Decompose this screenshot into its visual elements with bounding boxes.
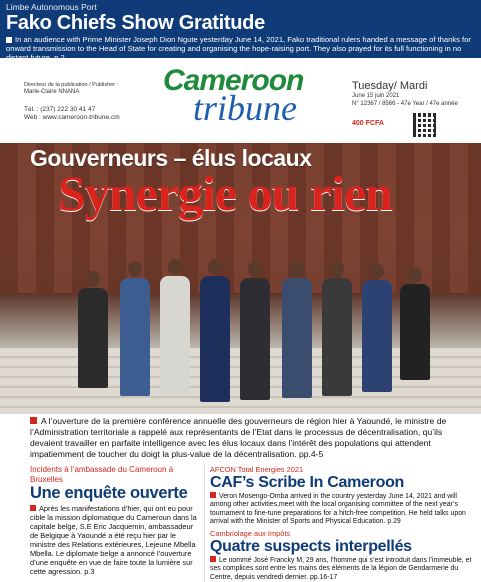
newspaper-logo[interactable] xyxy=(163,66,313,136)
banner-headline[interactable]: Fako Chiefs Show Gratitude xyxy=(6,12,265,34)
right-story-1-text: Veron Mosengo-Omba arrived in the country yesterday June 14, 2021 and will among other activities,meet with the local organising committee of the next year’s tournament to fine-tune preparations for a hitch-free competition. He held talks upon arrival with the Minister of Sports and Physical Education. p.29 xyxy=(210,493,466,525)
right-story-2-headline[interactable]: Quatre suspects interpellés xyxy=(210,538,412,556)
masthead xyxy=(0,58,481,143)
cover-caption xyxy=(30,416,470,460)
left-story-body xyxy=(30,504,198,576)
photo-person xyxy=(282,261,312,398)
phone-text: Tél. : (237) 222 30 41 47 xyxy=(24,106,96,113)
website-link[interactable]: Web : www.cameroon-tribune.cm xyxy=(24,114,120,121)
masthead-right-info xyxy=(352,80,472,128)
right-story-2-text: Le nommé José Francky M, 29 ans, l’homme qui s’est introduit dans l’immeuble, et ses complices sont entre les mains des éléments de la légion de Gendarmerie du Centre, depuis vendredi dernier. pp.16-17 xyxy=(210,557,472,581)
right-stories xyxy=(204,465,472,582)
top-banner xyxy=(0,0,481,58)
photo-person xyxy=(240,261,270,400)
photo-person xyxy=(322,261,352,396)
cover-photo xyxy=(0,143,481,414)
right-story-2-kicker: Cambriolage aux Impôts xyxy=(210,529,291,539)
photo-person xyxy=(120,261,150,396)
right-story-1-kicker: AFCON Total Energies 2021 xyxy=(210,465,304,474)
photo-person xyxy=(200,259,230,402)
cover-title-small[interactable]: Gouverneurs – élus locaux xyxy=(30,145,312,171)
left-story-text: Après les manifestations d’hier, qui ont eu pour cible la mission diplomatique du Cameroun dans la capitale belge, S.E Eric Jacquemin, ambassadeur de Belgique à Yaoundé a été reçu hier par le ministre des Relations extérieures, Lejeune Mbella Mbella. Le diplomate belge a annoncé l’ouverture d’une enquête en vue de faire toute la lumière sur cette agression. p.3 xyxy=(30,504,197,576)
issue-number: N° 12367 / 8566 - 47e Year / 47e année xyxy=(352,101,458,107)
masthead-left-info xyxy=(24,82,144,122)
issue-date: June 15 juin 2021 xyxy=(352,93,400,99)
cover-caption-text: A l’ouverture de la première conférence annuelle des gouverneurs de région hier à Yaoundé, le ministre de l’Administration territoriale a rappelé aux représentants de l’Etat dans le processus de décentralisation, qu’ils devaient travailler en parfaite intelligence avec les élus locaux dans l’intérêt des populations qui attendent impatiemment de toucher du doigt la plus-value de la décentralisation. pp.4-5 xyxy=(30,416,447,459)
bullet-square-icon xyxy=(210,556,216,562)
photo-person xyxy=(78,271,108,388)
issue-day: Tuesday/ Mardi xyxy=(352,80,428,92)
left-story-headline[interactable]: Une enquête ouverte xyxy=(30,484,188,502)
logo-cameroon: Cameroon xyxy=(163,64,304,97)
qr-code-icon[interactable] xyxy=(413,113,437,137)
banner-text-content: In an audience with Prime Minister Joseph Dion Ngute yesterday June 14, 2021, Fako traditional rulers handed a message of thanks for onward transmission to the Head of State for creating and organising the hope-raising port. They also prayed for its full functioning in no xyxy=(6,35,471,53)
bullet-square-icon xyxy=(6,37,12,43)
photo-person xyxy=(362,263,392,392)
left-story-kicker: Incidents à l’ambassade du Cameroun à Bruxelles xyxy=(30,465,174,484)
bullet-square-icon xyxy=(30,505,36,511)
right-story-1-body xyxy=(210,492,472,526)
banner-kicker: Limbe Autonomous Port xyxy=(6,2,97,12)
logo-tribune: tribune xyxy=(193,88,297,128)
right-story-1-headline[interactable]: CAF’s Scribe In Cameroon xyxy=(210,474,405,491)
left-story[interactable] xyxy=(30,465,198,576)
publisher-name: Marie-Claire NNANA xyxy=(24,89,80,95)
photo-person xyxy=(160,259,190,394)
right-story-2-body xyxy=(210,556,472,582)
cover-title-big[interactable]: Synergie ou rien xyxy=(58,165,392,221)
bullet-square-icon xyxy=(210,492,216,498)
photo-person xyxy=(400,267,430,380)
publisher-label: Directeur de la publication / Publisher : xyxy=(24,82,119,88)
bullet-square-icon xyxy=(30,417,37,424)
issue-price: 400 FCFA xyxy=(352,120,384,127)
